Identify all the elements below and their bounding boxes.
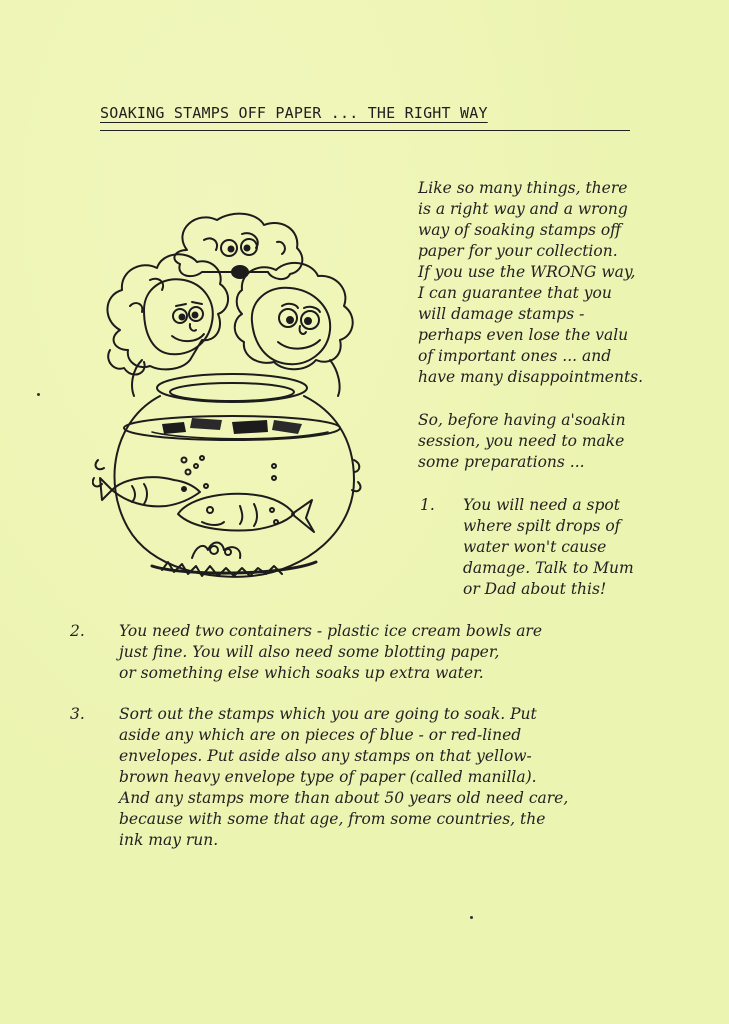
intro-line: of important ones ... and: [418, 347, 612, 365]
intro-line: way of soaking stamps off: [418, 221, 622, 239]
intro-line: If you use the WRONG way,: [418, 263, 636, 281]
title-block: [100, 104, 630, 122]
item-line: just fine. You will also need some blotting paper,: [119, 643, 500, 661]
children-with-fishbowl-drawing: [92, 210, 367, 585]
item-line: envelopes. Put aside also any stamps on that yellow-: [119, 747, 532, 765]
paper-speck: [37, 393, 40, 396]
item-line: And any stamps more than about 50 years old need care,: [119, 789, 569, 807]
item-line: because with some that age, from some countries, the: [119, 810, 546, 828]
item-number: 1.: [420, 496, 435, 514]
item-line: or something else which soaks up extra water.: [119, 664, 484, 682]
intro-line: Like so many things, there: [418, 179, 628, 197]
intro-line: paper for your collection.: [418, 242, 618, 260]
page-title: SOAKING STAMPS OFF PAPER ... THE RIGHT WAY: [100, 104, 488, 122]
preparations-paragraph: [418, 410, 718, 473]
item-text: [119, 704, 568, 851]
intro-line: perhaps even lose the valu: [418, 326, 629, 344]
item-text: [463, 495, 634, 600]
item-line: aside any which are on pieces of blue - or red-lined: [119, 726, 522, 744]
item-line: Sort out the stamps which you are going to soak. Put: [119, 705, 537, 723]
item-line: water won't cause: [463, 538, 607, 556]
intro-line: have many disappointments.: [418, 368, 644, 386]
intro-line: is a right way and a wrong: [418, 200, 628, 218]
item-line: brown heavy envelope type of paper (called manilla).: [119, 768, 537, 786]
paragraph-line: session, you need to make: [418, 432, 625, 450]
item-text: [119, 621, 542, 684]
item-number: 2.: [70, 622, 85, 640]
title-rule: [100, 130, 630, 131]
item-line: ink may run.: [119, 831, 219, 849]
intro-paragraph: [418, 178, 718, 388]
paper-speck: [470, 916, 473, 919]
paragraph-line: So, before having a'soakin: [418, 411, 626, 429]
item-line: You will need a spot: [463, 496, 620, 514]
item-line: damage. Talk to Mum: [463, 559, 634, 577]
item-line: or Dad about this!: [463, 580, 607, 598]
item-line: where spilt drops of: [463, 517, 621, 535]
item-number: 3.: [70, 705, 85, 723]
item-line: You need two containers - plastic ice cream bowls are: [119, 622, 543, 640]
paragraph-line: some preparations ...: [418, 453, 585, 471]
intro-line: will damage stamps -: [418, 305, 585, 323]
intro-line: I can guarantee that you: [418, 284, 612, 302]
